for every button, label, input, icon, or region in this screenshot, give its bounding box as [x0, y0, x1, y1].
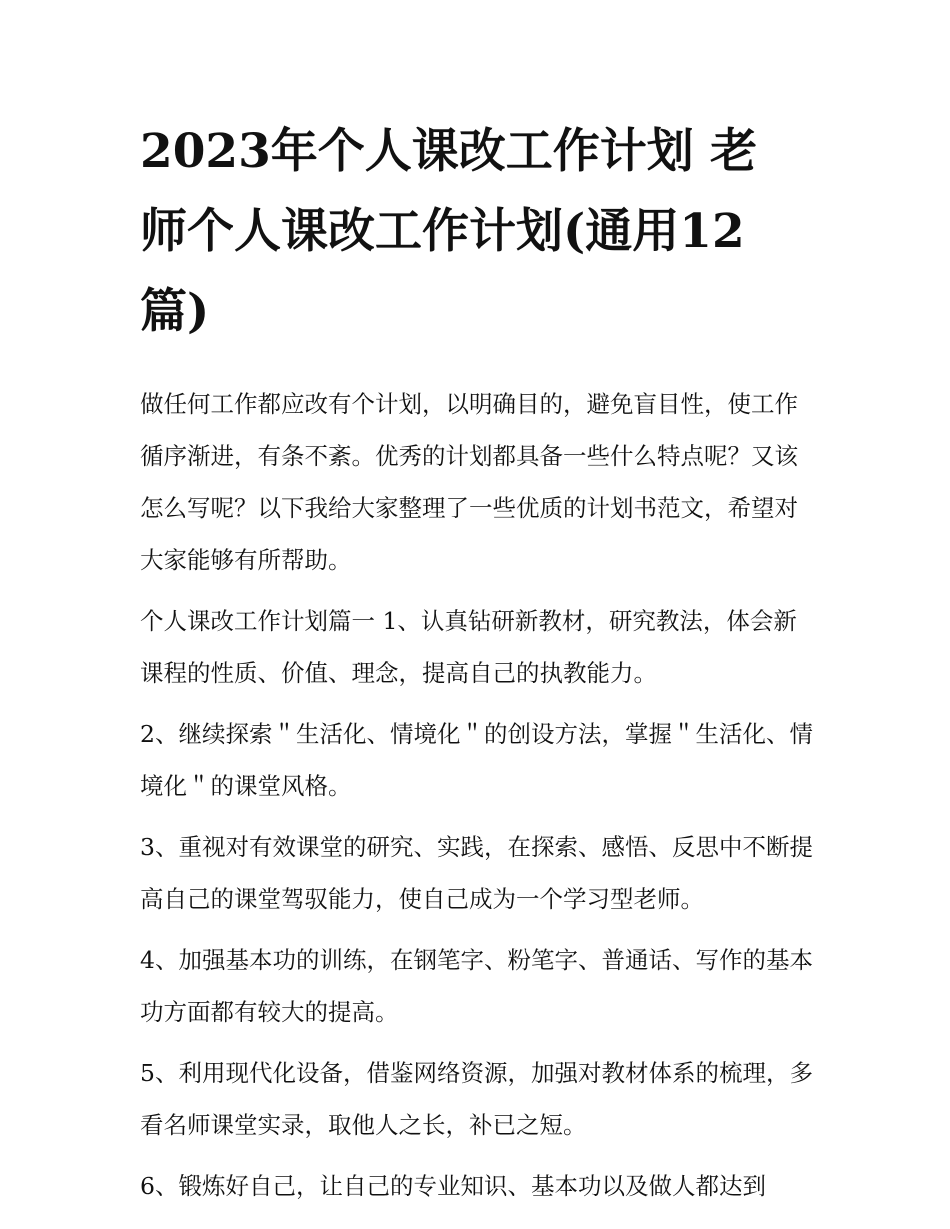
document-body	[140, 378, 820, 1212]
document-title: 2023年个人课改工作计划 老师个人课改工作计划(通用12篇)	[140, 124, 758, 339]
paragraph-intro: 做任何工作都应改有个计划，以明确目的，避免盲目性，使工作循序渐进，有条不紊。优秀的计划都具备一些什么特点呢？又该怎么写呢？以下我给大家整理了一些优质的计划书范文，希望对大家能够有所帮助。	[140, 390, 798, 574]
paragraph-item-2: 2、继续探索＂生活化、情境化＂的创设方法，掌握＂生活化、情境化＂的课堂风格。	[140, 720, 813, 800]
paragraph-item-5: 5、利用现代化设备，借鉴网络资源，加强对教材体系的梳理，多看名师课堂实录，取他人之长，补已之短。	[140, 1059, 813, 1139]
document-page	[140, 112, 820, 1221]
paragraph-item-6: 6、锻炼好自己，让自己的专业知识、基本功以及做人都达到	[140, 1172, 766, 1200]
paragraph-item-3: 3、重视对有效课堂的研究、实践，在探索、感悟、反思中不断提高自己的课堂驾驭能力，使自己成为一个学习型老师。	[140, 833, 813, 913]
paragraph-item-4: 4、加强基本功的训练，在钢笔字、粉笔字、普通话、写作的基本功方面都有较大的提高。	[140, 946, 813, 1026]
paragraph-item-1: 个人课改工作计划篇一 1、认真钻研新教材，研究教法，体会新课程的性质、价值、理念，提高自己的执教能力。	[140, 607, 797, 687]
